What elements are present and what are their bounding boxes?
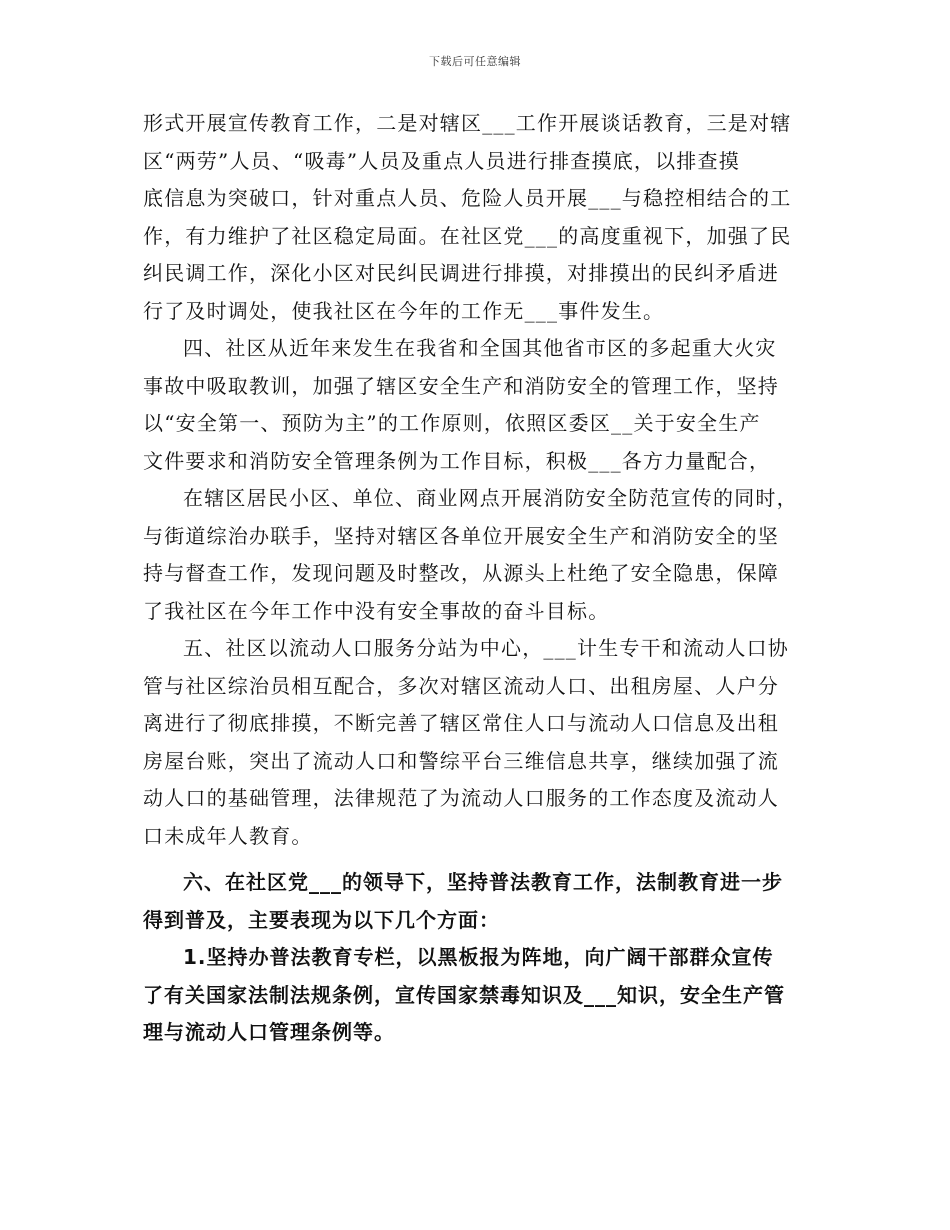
paragraph-4 bbox=[143, 630, 813, 855]
text-line: 作，有力维护了社区稳定局面。在社区党___的高度重视下，加强了民 bbox=[143, 223, 792, 248]
text-line: 理与流动人口管理条例等。 bbox=[143, 1020, 395, 1044]
text-line: 口未成年人教育。 bbox=[143, 823, 313, 848]
text-line: 房屋台账，突出了流动人口和警综平台三维信息共享，继续加强了流 bbox=[143, 748, 779, 773]
text-line: 区“两劳”人员、“吸毒”人员及重点人员进行排查摸底，以排查摸 bbox=[143, 148, 740, 173]
text-line: 与街道综治办联手，坚持对辖区各单位开展安全生产和消防安全的坚 bbox=[143, 523, 779, 548]
text-line: 五、社区以流动人口服务分站为中心，___计生专干和流动人口协 bbox=[183, 636, 789, 660]
text-line: 底信息为突破口，针对重点人员、危险人员开展___与稳控相结合的工 bbox=[143, 186, 792, 210]
text-line: 动人口的基础管理，法律规范了为流动人口服务的工作态度及流动人 bbox=[143, 786, 779, 810]
text-line: 持与督查工作，发现问题及时整改，从源头上杜绝了安全隐患，保障 bbox=[143, 561, 779, 585]
text-line: 了有关国家法制法规条例，宣传国家禁毒知识及___知识，安全生产管 bbox=[143, 982, 785, 1007]
paragraph-1 bbox=[143, 105, 813, 330]
text-line: 以“安全第一、预防为主”的工作原则，依照区委区__关于安全生产 bbox=[143, 411, 761, 435]
text-line: 在辖区居民小区、单位、商业网点开展消防安全防范宣传的同时， bbox=[183, 486, 798, 510]
text-line: 六、在社区党___的领导下，坚持普法教育工作，法制教育进一步 bbox=[183, 870, 783, 894]
text-line: 1.坚持办普法教育专栏，以黑板报为阵地，向广阔干部群众宣传 bbox=[183, 945, 774, 969]
text-line: 了我社区在今年工作中没有安全事故的奋斗目标。 bbox=[143, 598, 610, 623]
text-line: 形式开展宣传教育工作，二是对辖区___工作开展谈话教育，三是对辖 bbox=[143, 111, 792, 135]
paragraph-3 bbox=[143, 480, 813, 630]
text-line: 纠民调工作，深化小区对民纠民调进行排摸，对排摸出的民纠矛盾进 bbox=[143, 261, 779, 285]
paragraph-5-bold bbox=[143, 864, 813, 939]
page-header: 下载后可任意编辑 bbox=[429, 55, 521, 68]
paragraph-2 bbox=[143, 330, 813, 480]
text-line: 管与社区综治员相互配合，多次对辖区流动人口、出租房屋、人户分 bbox=[143, 673, 779, 698]
text-line: 离进行了彻底排摸，不断完善了辖区常住人口与流动人口信息及出租 bbox=[143, 711, 779, 735]
text-line: 文件要求和消防安全管理条例为工作目标，积极___各方力量配合， bbox=[143, 448, 771, 473]
text-line: 四、社区从近年来发生在我省和全国其他省市区的多起重大火灾 bbox=[183, 336, 777, 360]
text-line: 得到普及，主要表现为以下几个方面： bbox=[143, 907, 500, 932]
document-body bbox=[143, 105, 813, 1052]
text-line: 事故中吸取教训，加强了辖区安全生产和消防安全的管理工作，坚持 bbox=[143, 373, 779, 398]
paragraph-6-bold bbox=[143, 939, 813, 1052]
text-line: 行了及时调处，使我社区在今年的工作无___事件发生。 bbox=[143, 298, 665, 323]
